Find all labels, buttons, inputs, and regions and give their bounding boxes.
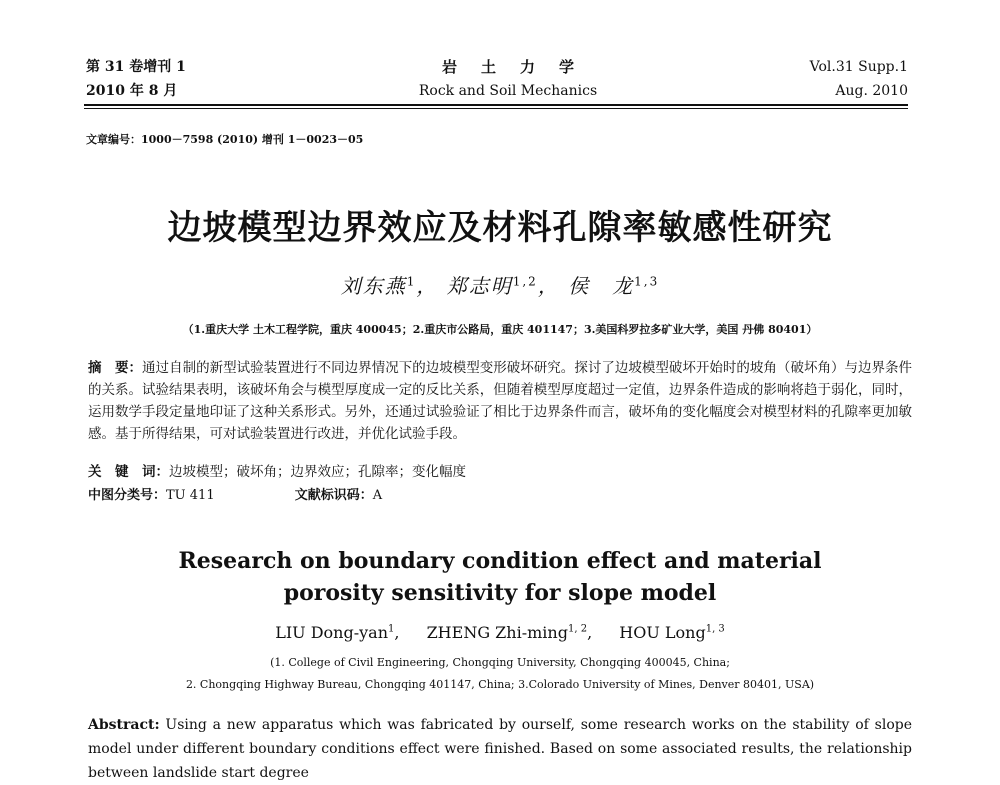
paper-title-en xyxy=(0,545,1000,609)
paper-title-en-line: Research on boundary condition effect and material xyxy=(178,548,822,574)
keywords-cn-text: 边坡模型；破坏角；边界效应；孔隙率；变化幅度 xyxy=(169,464,466,480)
journal-title-en: Rock and Soil Mechanics xyxy=(418,83,598,99)
author-en: HOU Long xyxy=(619,623,706,642)
article-number xyxy=(86,131,363,147)
paper-title-en-line: porosity sensitivity for slope model xyxy=(283,580,717,606)
affiliations-en-line: 2. Chongqing Highway Bureau, Chongqing 401147, China; 3.Colorado University of Mines, Denver 80401, USA) xyxy=(185,678,815,691)
classification-value: TU 411 xyxy=(166,488,215,503)
authors-cn xyxy=(0,270,1000,299)
author-cn-sup: 1,3 xyxy=(634,274,660,289)
affiliations-cn: （1.重庆大学 土木工程学院，重庆 400045；2.重庆市公路局，重庆 401147；3.美国科罗拉多矿业大学，美国 丹佛 80401） xyxy=(182,323,818,336)
classification-label: 中图分类号： xyxy=(88,488,167,503)
author-cn: 郑志明 xyxy=(446,274,513,298)
author-en-sup: 1, 3 xyxy=(705,623,725,635)
abstract-en-label: Abstract: xyxy=(88,717,160,733)
abstract-cn xyxy=(88,357,912,445)
header-center xyxy=(408,55,608,103)
author-en-sup: 1 xyxy=(388,623,395,635)
abstract-cn-text: 通过自制的新型试验装置进行不同边界情况下的边坡模型变形破坏研究。探讨了边坡模型破坏开始时的坡角（破坏角）与边界条件的关系。试验结果表明，该破坏角会与模型厚度成一定的反比关系，但随着模型厚度超过一定值，边界条件造成的影响将趋于弱化，同时，运用数学手段定量地印证了这种关系形式。另外，还通过试验验证了相比于边界条件而言，破坏角的变化幅度会对模型材料的孔隙率更加敏感。基于所得结果，可对试验装置进行改进，并优化试验手段。 xyxy=(88,360,913,442)
classification xyxy=(88,484,382,503)
author-cn-sup: 1,2 xyxy=(512,274,538,289)
author-cn-sup: 1 xyxy=(406,274,417,289)
article-number-label: 文章编号： xyxy=(86,133,141,146)
author-cn: 侯 龙 xyxy=(568,274,635,298)
author-en-sep: , xyxy=(394,623,400,642)
document-code-label: 文献标识码： xyxy=(294,488,373,503)
paper-title-cn: 边坡模型边界效应及材料孔隙率敏感性研究 xyxy=(167,208,833,248)
abstract-en-text: Using a new apparatus which was fabricated by ourself, some research works on the stability of slope model under different boundary conditions effect were finished. Based on some associated results, the relationship between landslide start degree xyxy=(88,717,912,781)
header-rule-thick xyxy=(84,104,908,106)
author-en-sup: 1, 2 xyxy=(567,623,588,635)
author-en-sep: , xyxy=(587,623,593,642)
volume-cn: 第 31 卷增刊 1 xyxy=(86,59,186,75)
author-en: ZHENG Zhi-ming xyxy=(426,623,568,642)
document-code-value: A xyxy=(372,488,383,503)
author-cn-sep: ， xyxy=(537,274,560,298)
author-cn-sep: ， xyxy=(416,274,439,298)
journal-title-cn: 岩土力学 xyxy=(441,58,598,76)
keywords-cn xyxy=(88,460,466,480)
abstract-en xyxy=(88,713,912,785)
authors-en xyxy=(0,623,1000,642)
author-cn: 刘东燕 xyxy=(340,274,407,298)
volume-en: Vol.31 Supp.1 xyxy=(809,59,908,75)
header-rule-thin xyxy=(84,108,908,109)
author-en: LIU Dong-yan xyxy=(275,623,388,642)
affiliations-en-line: (1. College of Civil Engineering, Chongqing University, Chongqing 400045, China; xyxy=(270,656,730,669)
date-en: Aug. 2010 xyxy=(835,83,908,99)
abstract-cn-label: 摘 要： xyxy=(88,360,143,376)
header-right xyxy=(810,55,908,103)
header-left xyxy=(86,55,186,103)
keywords-cn-label: 关 键 词： xyxy=(88,464,169,480)
article-number-value: 1000－7598 (2010) 增刊 1－0023－05 xyxy=(141,133,364,146)
date-cn: 2010 年 8 月 xyxy=(86,83,178,99)
